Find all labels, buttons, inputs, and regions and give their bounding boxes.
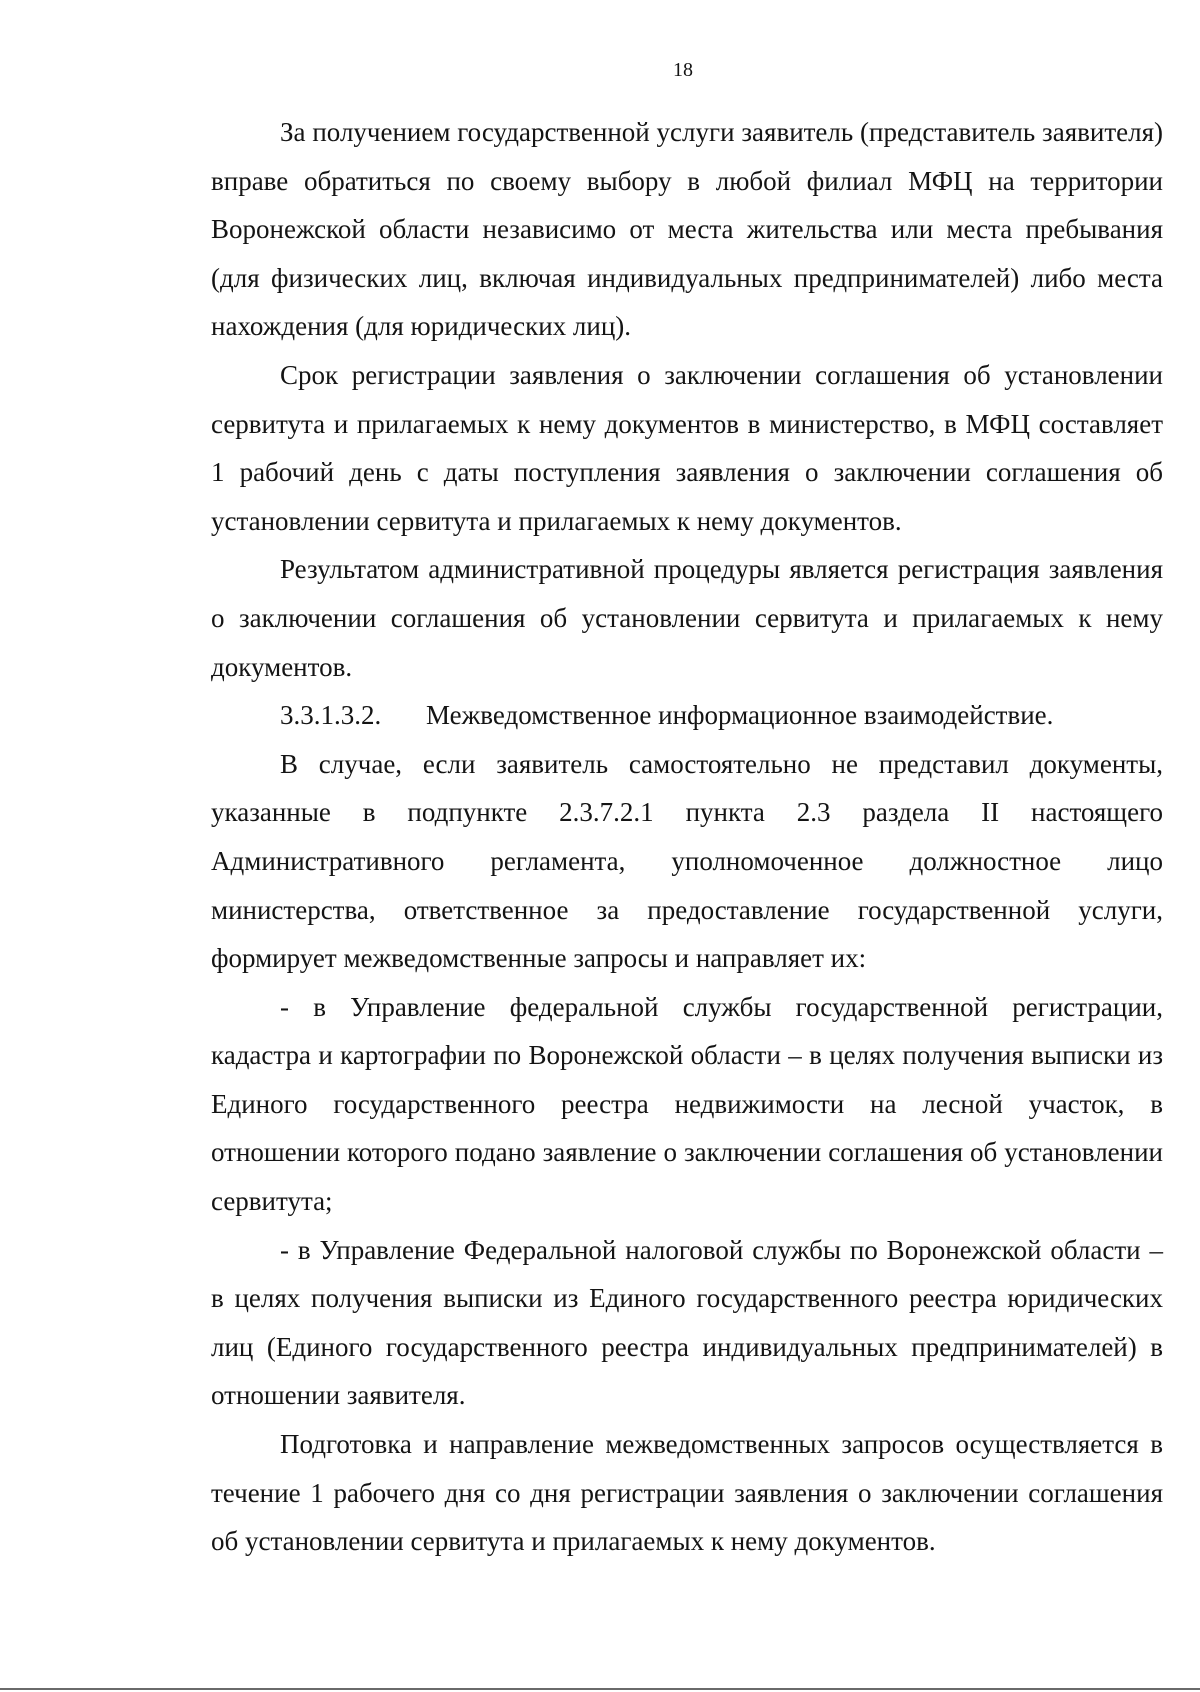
section-title: Межведомственное информационное взаимодействие. (426, 700, 1054, 731)
document-body (211, 108, 1163, 1566)
list-item-tax-service: - в Управление Федеральной налоговой службы по Воронежской области – в целях получения выписки из Единого государственного реестра юридических лиц (Единого государственного реестра индивидуальных предпринимателей) в отношении заявителя. (211, 1234, 1163, 1411)
paragraph-mfc-filing: За получением государственной услуги заявитель (представитель заявителя) вправе обратиться по своему выбору в любой филиал МФЦ на территории Воронежской области независимо от места жительства или места пребывания (для физических лиц, включая индивидуальных предпринимателей) либо места нахождения (для юридических лиц). (211, 117, 1163, 342)
bottom-border-line (0, 1688, 1200, 1690)
paragraph-procedure-result: Результатом административной процедуры является регистрация заявления о заключении соглашения об установлении сервитута и прилагаемых к нему документов. (211, 554, 1163, 682)
section-number: 3.3.1.3.2. (280, 700, 382, 731)
paragraph-request-term: Подготовка и направление межведомственных запросов осуществляется в течение 1 рабочего дня со дня регистрации заявления о заключении соглашения об установлении сервитута и прилагаемых к нему документов. (211, 1429, 1163, 1557)
section-heading (211, 691, 1163, 740)
paragraph-registration-term: Срок регистрации заявления о заключении соглашения об установлении сервитута и прилагаемых к нему документов в министерство, в МФЦ составляет 1 рабочий день с даты поступления заявления о заключении соглашения об установлении сервитута и прилагаемых к нему документов. (211, 359, 1163, 536)
paragraph-interagency-requests: В случае, если заявитель самостоятельно не представил документы, указанные в подпункте 2.3.7.2.1 пункта 2.3 раздела II настоящего Административного регламента, уполномоченное должностное лицо министерства, ответственное за предоставление государственной услуги, формирует межведомственные запросы и направляет их: (211, 748, 1163, 974)
list-item-rosreestr: - в Управление федеральной службы государственной регистрации, кадастра и картографии по Воронежской области – в целях получения выписки из Единого государственного реестра недвижимости на лесной участок, в отношении которого подано заявление о заключении соглашения об установлении сервитута; (211, 991, 1163, 1217)
page-number: 18 (673, 59, 693, 81)
